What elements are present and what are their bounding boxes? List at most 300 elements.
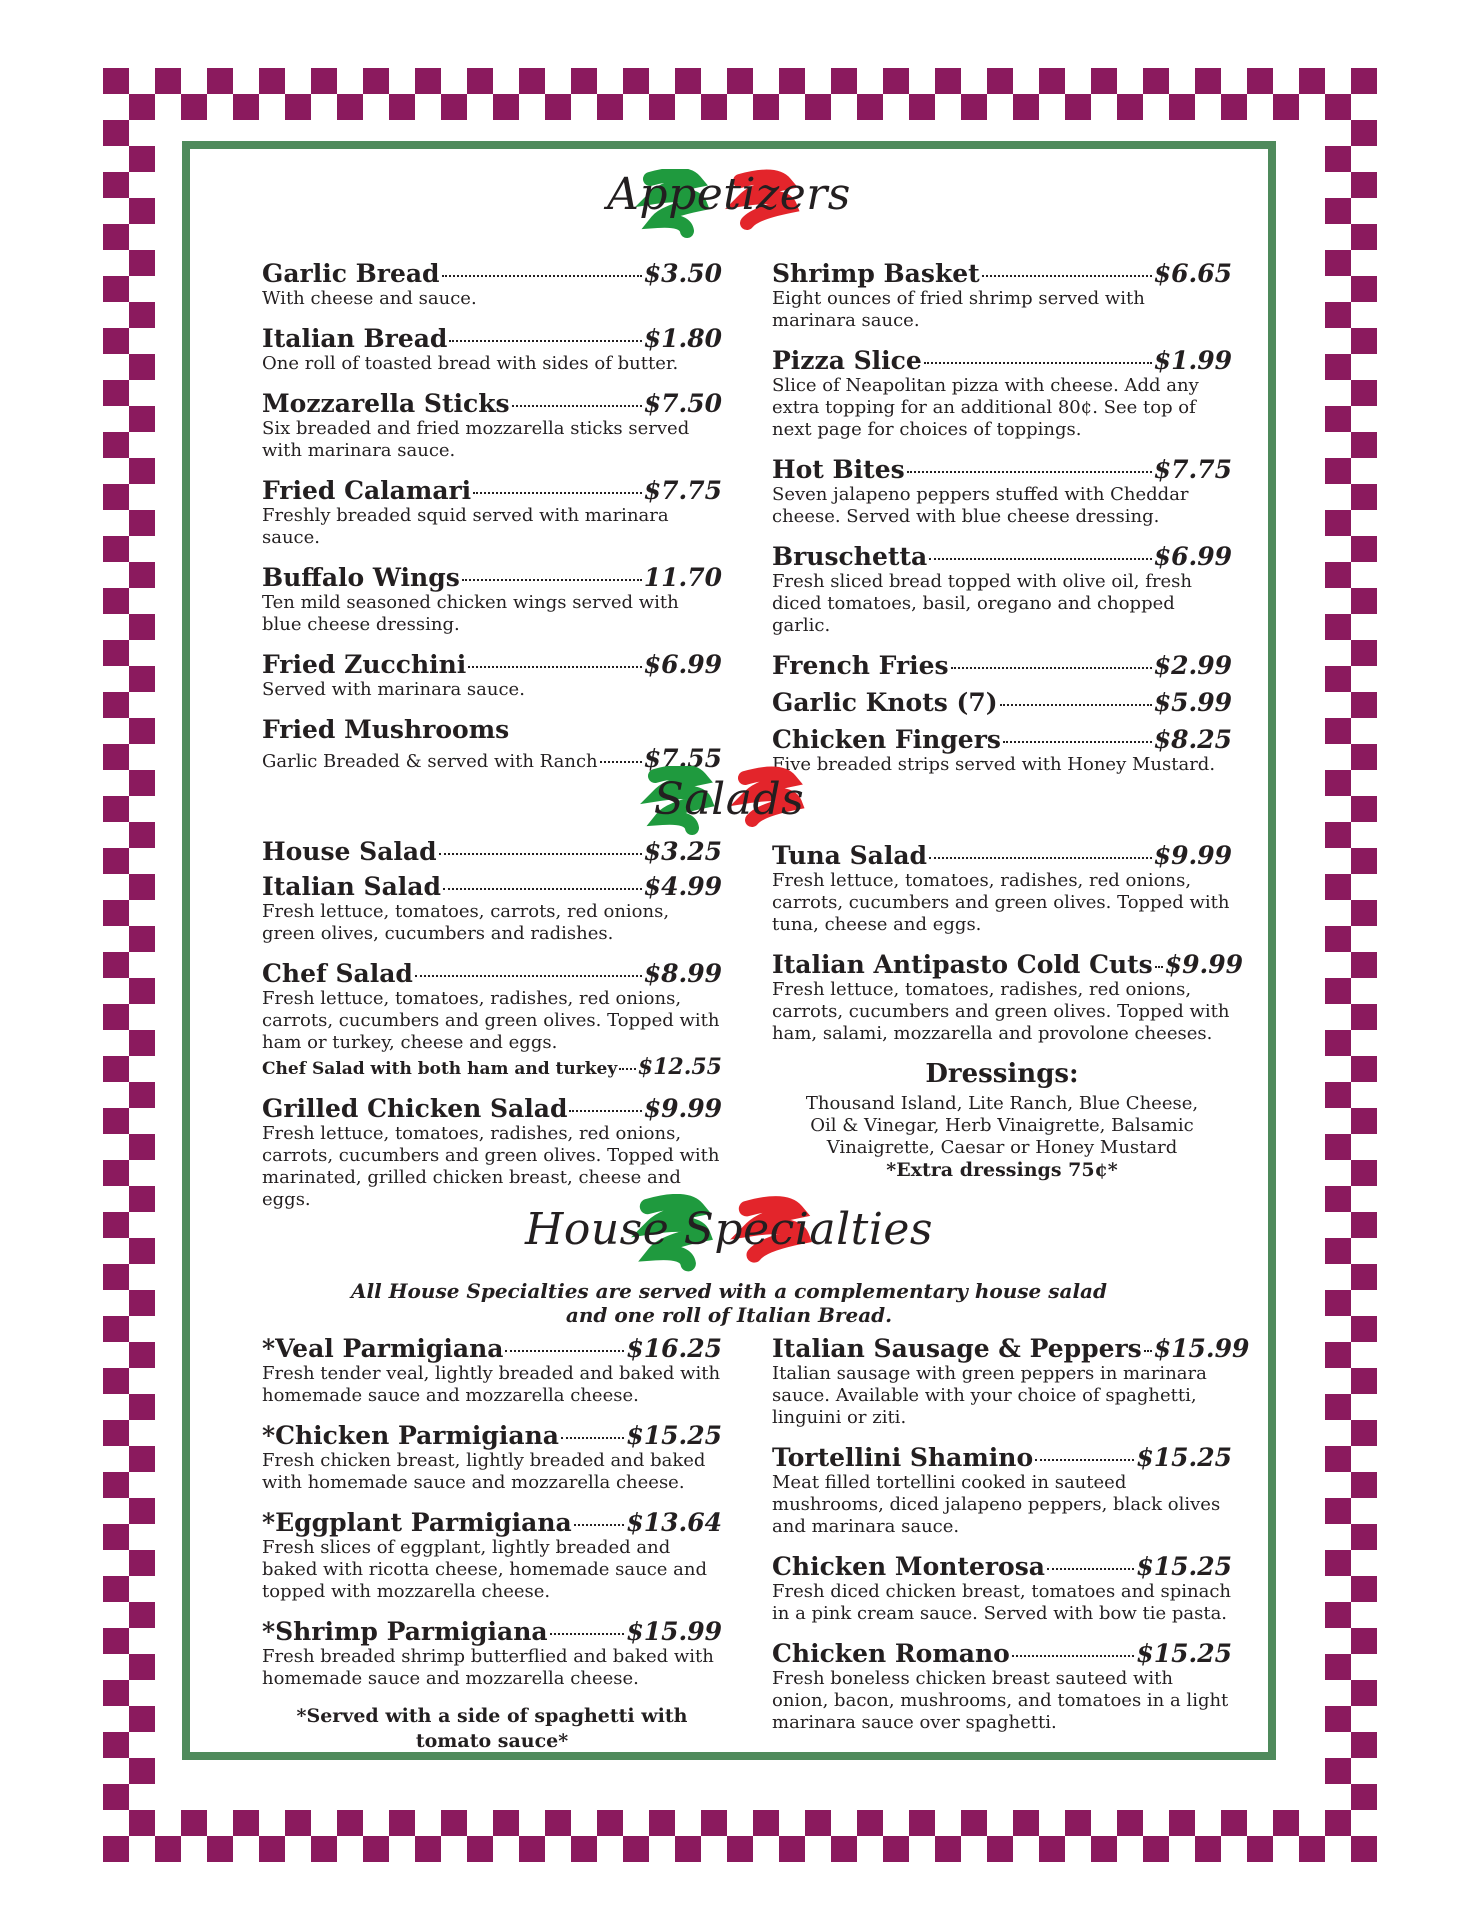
checker-square — [1351, 692, 1377, 718]
checker-square — [935, 1836, 961, 1862]
menu-item — [262, 872, 722, 945]
checker-square — [1325, 718, 1351, 744]
item-price: $6.99 — [1153, 542, 1232, 571]
checker-square — [1325, 1654, 1351, 1680]
checker-square — [987, 1836, 1013, 1862]
checker-square — [857, 94, 883, 120]
checker-square — [103, 848, 129, 874]
checker-square — [1039, 1836, 1065, 1862]
checker-square — [1325, 1030, 1351, 1056]
checker-square — [103, 1680, 129, 1706]
item-price: $7.75 — [643, 476, 722, 505]
item-price: $8.99 — [643, 959, 722, 988]
checker-square — [259, 68, 285, 94]
item-price: $7.50 — [643, 389, 722, 418]
checker-square — [129, 1134, 155, 1160]
appetizers-left-column — [262, 259, 722, 787]
checker-square — [103, 1628, 129, 1654]
item-description: Fresh breaded shrimp butterflied and baked with homemade sauce and mozzarella cheese. — [262, 1646, 714, 1689]
item-name: Buffalo Wings — [262, 563, 460, 592]
checker-square — [337, 1810, 363, 1836]
checker-square — [1351, 68, 1377, 94]
menu-item — [772, 1639, 1232, 1734]
checker-square — [1247, 68, 1273, 94]
item-name: Chicken Romano — [772, 1639, 1010, 1668]
checker-square — [103, 1784, 129, 1810]
item-description: Six breaded and fried mozzarella sticks served with marinara sauce. — [262, 418, 690, 461]
checker-square — [233, 1810, 259, 1836]
menu-item — [262, 715, 722, 773]
item-description: Fresh lettuce, tomatoes, radishes, red onions, carrots, cucumbers and green olives. Topped with ham or turkey, cheese and eggs. — [262, 988, 720, 1053]
specialties-note-line: and one roll of Italian Bread. — [565, 1303, 893, 1327]
checker-square — [623, 1836, 649, 1862]
checker-square — [1351, 380, 1377, 406]
checker-square — [1325, 250, 1351, 276]
item-description: Fresh lettuce, tomatoes, radishes, red onions, carrots, cucumbers and green olives. Topped with tuna, cheese and eggs. — [772, 870, 1230, 935]
checker-square — [493, 1810, 519, 1836]
item-name: House Salad — [262, 837, 437, 866]
item-name: Fried Zucchini — [262, 650, 467, 679]
checker-square — [129, 146, 155, 172]
checker-square — [103, 952, 129, 978]
checker-square — [727, 1836, 753, 1862]
checker-square — [1351, 1368, 1377, 1394]
checker-square — [103, 68, 129, 94]
checker-square — [1325, 1602, 1351, 1628]
checker-square — [493, 94, 519, 120]
checker-square — [779, 1836, 805, 1862]
checker-square — [103, 484, 129, 510]
checker-square — [935, 68, 961, 94]
checker-square — [649, 94, 675, 120]
checker-square — [1143, 68, 1169, 94]
checker-square — [337, 94, 363, 120]
checker-square — [727, 68, 753, 94]
checker-square — [1091, 68, 1117, 94]
menu-item — [772, 346, 1232, 441]
checker-square — [1195, 68, 1221, 94]
item-name: Mozzarella Sticks — [262, 389, 510, 418]
item-price: $5.99 — [1153, 688, 1232, 717]
checker-square — [1351, 224, 1377, 250]
item-name: *Veal Parmigiana — [262, 1334, 504, 1363]
checker-square — [779, 68, 805, 94]
checker-square — [129, 1810, 155, 1836]
checker-square — [103, 640, 129, 666]
checker-square — [1117, 1810, 1143, 1836]
item-price: $15.25 — [1136, 1639, 1232, 1668]
checker-square — [129, 1602, 155, 1628]
dressings-title: Dressings: — [925, 1059, 1079, 1089]
checker-square — [597, 94, 623, 120]
item-name: Tortellini Shamino — [772, 1443, 1034, 1472]
item-name: Shrimp Basket — [772, 259, 980, 288]
item-name: Fried Calamari — [262, 476, 472, 505]
checker-square — [545, 94, 571, 120]
checker-square — [519, 1836, 545, 1862]
checker-square — [1325, 666, 1351, 692]
checker-square — [1351, 848, 1377, 874]
checker-square — [1325, 302, 1351, 328]
item-price: $15.99 — [1153, 1334, 1250, 1363]
checker-square — [1351, 588, 1377, 614]
checker-square — [129, 1030, 155, 1056]
checker-square — [129, 406, 155, 432]
item-price: $9.99 — [643, 1094, 722, 1123]
item-price: $16.25 — [626, 1334, 722, 1363]
checker-square — [1351, 952, 1377, 978]
checker-square — [181, 1810, 207, 1836]
checker-square — [103, 276, 129, 302]
menu-item — [262, 476, 722, 549]
checker-square — [103, 900, 129, 926]
checker-square — [103, 1420, 129, 1446]
checker-square — [103, 380, 129, 406]
checker-square — [1351, 1784, 1377, 1810]
checker-square — [1325, 1758, 1351, 1784]
checker-square — [1351, 328, 1377, 354]
item-price: $3.25 — [643, 837, 722, 866]
checker-square — [311, 68, 337, 94]
checker-square — [1169, 1810, 1195, 1836]
checker-square — [1351, 1316, 1377, 1342]
checker-square — [129, 562, 155, 588]
item-description: With cheese and sauce. — [262, 288, 477, 309]
checker-square — [1325, 1238, 1351, 1264]
checker-square — [389, 94, 415, 120]
checker-square — [1325, 822, 1351, 848]
checker-square — [129, 926, 155, 952]
checker-square — [129, 770, 155, 796]
checker-square — [103, 744, 129, 770]
checker-square — [103, 1264, 129, 1290]
checker-square — [1351, 1732, 1377, 1758]
checker-square — [129, 510, 155, 536]
item-price: $15.25 — [1136, 1552, 1232, 1581]
checker-square — [571, 68, 597, 94]
menu-item — [772, 651, 1232, 680]
menu-item — [262, 324, 722, 375]
item-price: $13.64 — [626, 1508, 722, 1537]
item-description: Fresh slices of eggplant, lightly breaded and baked with ricotta cheese, homemade sauce and topped with mozzarella cheese. — [262, 1537, 707, 1602]
checker-square — [1325, 1446, 1351, 1472]
item-name: Hot Bites — [772, 455, 905, 484]
checker-square — [103, 1212, 129, 1238]
checker-square — [1351, 1472, 1377, 1498]
checker-square — [103, 796, 129, 822]
checker-square — [1325, 1290, 1351, 1316]
checker-square — [675, 1836, 701, 1862]
checker-square — [103, 1316, 129, 1342]
item-description: Fresh boneless chicken breast sauteed with onion, bacon, mushrooms, and tomatoes in a light marinara sauce over spaghetti. — [772, 1668, 1229, 1733]
item-price: $15.99 — [626, 1617, 722, 1646]
specialties-heading: House Specialties — [190, 1204, 1268, 1255]
menu-item — [772, 950, 1244, 1045]
checker-square — [1351, 796, 1377, 822]
checker-square — [597, 1810, 623, 1836]
checker-square — [103, 328, 129, 354]
checker-square — [129, 822, 155, 848]
checker-square — [129, 250, 155, 276]
checker-square — [129, 1290, 155, 1316]
item-description: Served with marinara sauce. — [262, 679, 525, 700]
checker-square — [805, 94, 831, 120]
checker-square — [1065, 94, 1091, 120]
checker-square — [103, 1472, 129, 1498]
item-price: $9.99 — [1164, 950, 1244, 979]
checker-square — [129, 614, 155, 640]
checker-square — [207, 68, 233, 94]
checker-square — [1325, 198, 1351, 224]
checker-square — [1273, 1810, 1299, 1836]
item-price: $15.25 — [1136, 1443, 1232, 1472]
checker-square — [1325, 770, 1351, 796]
checker-square — [883, 68, 909, 94]
checker-square — [1325, 874, 1351, 900]
checker-square — [1351, 484, 1377, 510]
checker-square — [1325, 562, 1351, 588]
item-description: One roll of toasted bread with sides of butter. — [262, 353, 679, 374]
checker-square — [649, 1810, 675, 1836]
checker-square — [129, 1654, 155, 1680]
item-description: Five breaded strips served with Honey Mustard. — [772, 754, 1216, 775]
checker-square — [103, 1368, 129, 1394]
checker-square — [987, 68, 1013, 94]
item-description: Meat filled tortellini cooked in sauteed mushrooms, diced jalapeno peppers, black olives and marinara sauce. — [772, 1472, 1221, 1537]
checker-square — [961, 94, 987, 120]
specialties-note-line: All House Specialties are served with a complementary house salad — [350, 1279, 1107, 1303]
item-name: Pizza Slice — [772, 346, 922, 375]
checker-square — [1325, 1810, 1351, 1836]
item-price: $12.55 — [637, 1054, 722, 1080]
menu-item — [262, 563, 722, 636]
item-description: Slice of Neapolitan pizza with cheese. Add any extra topping for an additional 80¢. See top of next page for choices of toppings. — [772, 375, 1199, 440]
checker-square — [467, 68, 493, 94]
appetizers-right-column — [772, 259, 1232, 790]
checker-square — [103, 536, 129, 562]
menu-item — [772, 725, 1232, 776]
menu-item — [262, 1617, 722, 1690]
checker-square — [1117, 94, 1143, 120]
checker-square — [285, 94, 311, 120]
item-description: Fresh tender veal, lightly breaded and baked with homemade sauce and mozzarella cheese. — [262, 1363, 721, 1406]
checker-square — [1325, 978, 1351, 1004]
item-price: $7.55 — [643, 744, 722, 773]
checker-square — [129, 458, 155, 484]
checker-square — [103, 1160, 129, 1186]
menu-item — [262, 1421, 722, 1494]
checker-square — [103, 432, 129, 458]
item-name: Garlic Knots (7) — [772, 688, 998, 717]
item-name: Fried Mushrooms — [262, 715, 510, 744]
checker-square — [1351, 172, 1377, 198]
menu-item — [772, 542, 1232, 637]
checker-square — [1325, 458, 1351, 484]
appetizers-heading: Appetizers — [190, 169, 1268, 220]
checker-square — [1247, 1836, 1273, 1862]
checker-square — [389, 1810, 415, 1836]
checker-square — [1013, 94, 1039, 120]
checker-square — [1351, 900, 1377, 926]
item-price: $7.75 — [1153, 455, 1232, 484]
checker-square — [129, 1498, 155, 1524]
menu-item — [262, 389, 722, 462]
menu-item — [262, 959, 722, 1080]
item-price: $15.25 — [626, 1421, 722, 1450]
menu-item — [262, 1334, 722, 1407]
menu-item — [772, 1334, 1250, 1429]
checker-square — [129, 1238, 155, 1264]
checker-square — [1325, 406, 1351, 432]
item-price: $1.80 — [643, 324, 722, 353]
item-price: $4.99 — [643, 872, 722, 901]
item-description: Freshly breaded squid served with marinara sauce. — [262, 505, 669, 548]
menu-item — [772, 1552, 1232, 1625]
menu-item — [772, 455, 1232, 528]
checker-square — [753, 1810, 779, 1836]
checker-square — [1351, 1576, 1377, 1602]
salads-left-column — [262, 837, 722, 1225]
checker-square — [831, 1836, 857, 1862]
item-description: Fresh chicken breast, lightly breaded and baked with homemade sauce and mozzarella cheese. — [262, 1450, 706, 1493]
checker-square — [1143, 1836, 1169, 1862]
checker-square — [1273, 94, 1299, 120]
item-price: $6.65 — [1153, 259, 1232, 288]
checker-square — [1351, 1836, 1377, 1862]
item-name: French Fries — [772, 651, 949, 680]
checker-square — [1351, 120, 1377, 146]
menu-item — [262, 650, 722, 701]
item-description: Ten mild seasoned chicken wings served with blue cheese dressing. — [262, 592, 679, 635]
item-name: Tuna Salad — [772, 841, 927, 870]
checker-square — [1325, 94, 1351, 120]
checker-square — [103, 1732, 129, 1758]
checker-square — [129, 978, 155, 1004]
checker-square — [103, 692, 129, 718]
checker-square — [415, 68, 441, 94]
checker-square — [1039, 68, 1065, 94]
item-name: Grilled Chicken Salad — [262, 1094, 568, 1123]
checker-square — [129, 1706, 155, 1732]
checker-square — [1351, 1056, 1377, 1082]
checker-square — [883, 1836, 909, 1862]
checker-square — [1221, 1810, 1247, 1836]
item-price: $1.99 — [1153, 346, 1232, 375]
checker-square — [1299, 1836, 1325, 1862]
checker-square — [1013, 1810, 1039, 1836]
menu-item — [772, 841, 1232, 936]
item-name: Chef Salad — [262, 959, 413, 988]
checker-square — [1325, 146, 1351, 172]
dressings-block — [772, 1059, 1232, 1181]
checker-square — [1325, 1134, 1351, 1160]
checker-square — [1325, 1498, 1351, 1524]
checker-square — [311, 1836, 337, 1862]
checker-square — [129, 1758, 155, 1784]
item-name: Italian Salad — [262, 872, 441, 901]
checker-square — [805, 1810, 831, 1836]
checker-square — [1325, 1186, 1351, 1212]
extra-dressings-note: *Extra dressings 75¢* — [886, 1159, 1118, 1181]
checker-square — [129, 1082, 155, 1108]
specialties-left-column — [262, 1334, 722, 1754]
item-price: $9.99 — [1153, 841, 1232, 870]
checker-square — [831, 68, 857, 94]
item-price: $8.25 — [1153, 725, 1232, 754]
checker-square — [1325, 926, 1351, 952]
item-price: $3.50 — [643, 259, 722, 288]
checker-square — [1091, 1836, 1117, 1862]
checker-square — [519, 68, 545, 94]
checker-square — [1325, 1550, 1351, 1576]
item-description: Garlic Breaded & served with Ranch — [262, 751, 598, 772]
checker-square — [1351, 1264, 1377, 1290]
checker-square — [1351, 744, 1377, 770]
checker-square — [675, 68, 701, 94]
checker-square — [1351, 640, 1377, 666]
item-name: *Shrimp Parmigiana — [262, 1617, 548, 1646]
item-name: *Chicken Parmigiana — [262, 1421, 559, 1450]
checker-square — [103, 1056, 129, 1082]
menu-item — [772, 1443, 1232, 1538]
item-name: Italian Bread — [262, 324, 448, 353]
checker-square — [129, 1394, 155, 1420]
checker-square — [103, 224, 129, 250]
checker-square — [1169, 94, 1195, 120]
checker-square — [1195, 1836, 1221, 1862]
salads-heading: Salads — [190, 774, 1268, 825]
item-name: Chicken Monterosa — [772, 1552, 1045, 1581]
checker-square — [1351, 1004, 1377, 1030]
menu-item — [262, 259, 722, 310]
dressings-list: Thousand Island, Lite Ranch, Blue Cheese, Oil & Vinegar, Herb Vinaigrette, Balsamic Vinaigrette, Caesar or Honey Mustard — [805, 1093, 1199, 1158]
item-description: Seven jalapeno peppers stuffed with Cheddar cheese. Served with blue cheese dressing. — [772, 484, 1189, 527]
checker-square — [571, 1836, 597, 1862]
checker-square — [1351, 276, 1377, 302]
checker-square — [1351, 1108, 1377, 1134]
checker-square — [129, 1342, 155, 1368]
checker-square — [1351, 432, 1377, 458]
checker-square — [129, 1186, 155, 1212]
checker-square — [103, 1576, 129, 1602]
checker-square — [1351, 1680, 1377, 1706]
checker-square — [441, 1810, 467, 1836]
checker-square — [233, 94, 259, 120]
item-name: Bruschetta — [772, 542, 928, 571]
checker-square — [1065, 1810, 1091, 1836]
specialties-note — [190, 1279, 1268, 1327]
checker-square — [1351, 1160, 1377, 1186]
menu-item — [262, 837, 722, 866]
item-description: Italian sausage with green peppers in marinara sauce. Available with your choice of spaghetti, linguini or ziti. — [772, 1363, 1207, 1428]
specialties-right-column — [772, 1334, 1250, 1748]
menu-item — [772, 259, 1232, 332]
checker-square — [909, 1810, 935, 1836]
checker-square — [259, 1836, 285, 1862]
checker-square — [103, 120, 129, 146]
checker-square — [1351, 1628, 1377, 1654]
item-description: Eight ounces of fried shrimp served with marinara sauce. — [772, 288, 1145, 331]
checker-square — [1325, 614, 1351, 640]
checker-square — [1351, 536, 1377, 562]
item-price: 11.70 — [643, 563, 722, 592]
item-description: Fresh lettuce, tomatoes, radishes, red onions, carrots, cucumbers and green olives. Topped with marinated, grilled chicken breast, cheese and eggs. — [262, 1123, 720, 1210]
item-description: Fresh diced chicken breast, tomatoes and spinach in a pink cream sauce. Served with bow tie pasta. — [772, 1581, 1231, 1624]
checker-square — [103, 1108, 129, 1134]
checker-square — [129, 874, 155, 900]
checker-square — [623, 68, 649, 94]
checker-square — [181, 94, 207, 120]
